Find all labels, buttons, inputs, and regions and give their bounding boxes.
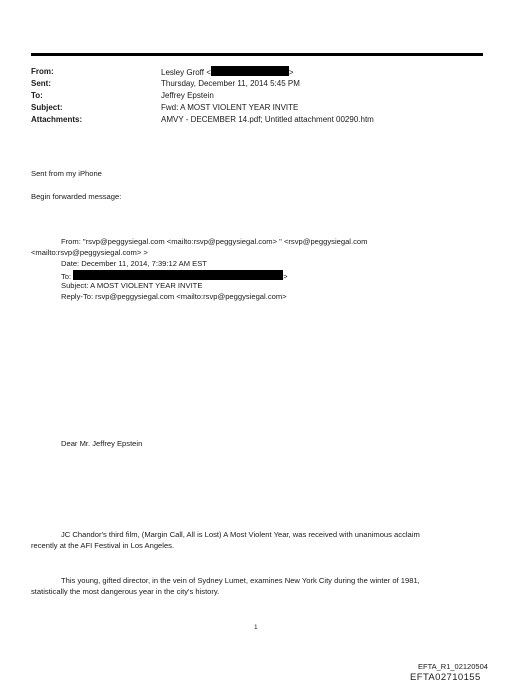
from-label: From: (31, 67, 54, 76)
from-close: > (288, 68, 294, 77)
fwd-to-label: To: (61, 272, 72, 281)
paragraph-1-line-1: JC Chandor's third film, (Margin Call, All is Lost) A Most Violent Year, was received with unanimous acclaim (61, 530, 420, 539)
fwd-from-line-2: <mailto:rsvp@peggysiegal.com> > (31, 248, 148, 257)
to-label: To: (31, 91, 43, 100)
redaction-box (211, 66, 289, 76)
sent-value: Thursday, December 11, 2014 5:45 PM (161, 79, 300, 88)
sent-label: Sent: (31, 79, 51, 88)
fwd-date-line: Date: December 11, 2014, 7:39:12 AM EST (61, 259, 207, 268)
begin-forwarded-line: Begin forwarded message: (31, 192, 122, 201)
paragraph-2-line-1: This young, gifted director, in the vein of Sydney Lumet, examines New York City during the winter of 1981, (61, 576, 420, 585)
fwd-from-line-1: From: "rsvp@peggysiegal.com <mailto:rsvp@peggysiegal.com> " <rsvp@peggysiegal.com (61, 237, 368, 246)
paragraph-1-line-2: recently at the AFI Festival in Los Angeles. (31, 541, 175, 550)
sent-from-line: Sent from my iPhone (31, 169, 102, 178)
redaction-box (73, 270, 283, 280)
fwd-to-close: > (283, 272, 288, 281)
subject-label: Subject: (31, 103, 63, 112)
greeting: Dear Mr. Jeffrey Epstein (61, 439, 143, 448)
fwd-subject-line: Subject: A MOST VIOLENT YEAR INVITE (61, 281, 203, 290)
bates-stamp-small: EFTA_R1_02120504 (418, 662, 488, 671)
fwd-reply-to-line: Reply-To: rsvp@peggysiegal.com <mailto:rsvp@peggysiegal.com> (61, 292, 287, 301)
from-name: Lesley Groff < (161, 68, 211, 77)
from-value (161, 66, 294, 78)
page-number: 1 (254, 624, 258, 631)
attachments-label: Attachments: (31, 115, 83, 124)
header-rule (31, 53, 483, 56)
attachments-value: AMVY - DECEMBER 14.pdf; Untitled attachment 00290.htm (161, 115, 374, 124)
paragraph-2-line-2: statistically the most dangerous year in the city's history. (31, 587, 220, 596)
to-value: Jeffrey Epstein (161, 91, 214, 100)
subject-value: Fwd: A MOST VIOLENT YEAR INVITE (161, 103, 299, 112)
bates-stamp-large: EFTA02710155 (410, 672, 481, 683)
